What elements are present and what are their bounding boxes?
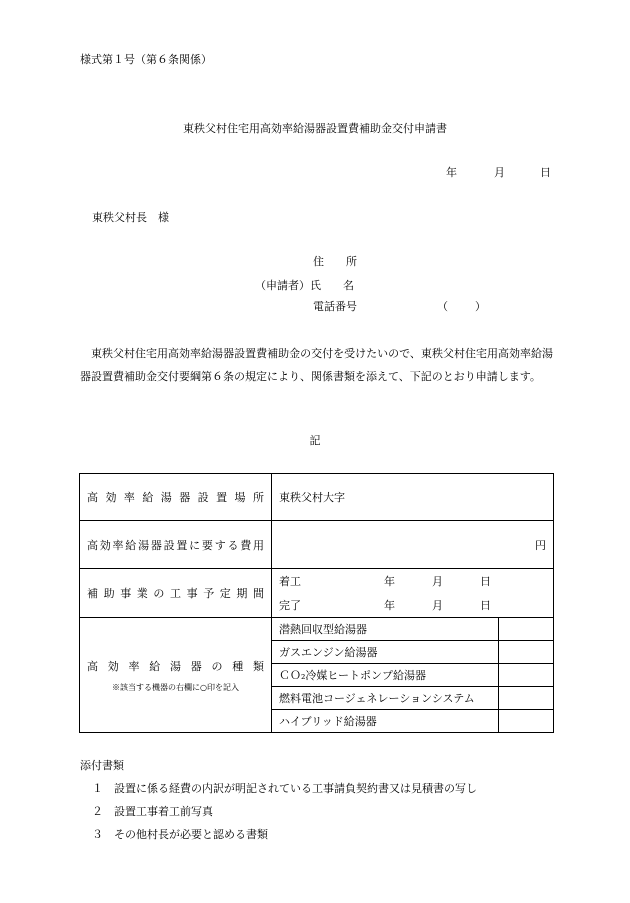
attachment-num: １ — [92, 782, 103, 795]
request-body: 東秩父村住宅用高効率給湯器設置費補助金の交付を受けたいので、東秩父村住宅用高効率給湯器設置費補助金交付要綱第６条の規定により、関係書類を添えて、下記のとおり申請します。 — [80, 347, 553, 383]
type-item: ＣＯ₂冷媒ヒートポンプ給湯器 — [272, 664, 499, 687]
date-year: 年 — [446, 166, 457, 179]
type-item: ハイブリッド給湯器 — [272, 710, 499, 733]
phone-paren-open: （ — [437, 300, 448, 313]
location-value[interactable]: 東秩父村大字 — [272, 474, 554, 521]
type-item: ガスエンジン給湯器 — [272, 641, 499, 664]
attachment-text: 設置工事着工前写真 — [114, 805, 213, 818]
type-check[interactable] — [499, 664, 554, 687]
end-label: 完了 — [279, 599, 301, 612]
type-check[interactable] — [499, 641, 554, 664]
location-label: 高効率給湯器設置場所 — [80, 474, 272, 521]
attachment-text: その他村長が必要と認める書類 — [114, 828, 268, 841]
attachment-item — [92, 803, 213, 819]
cost-label: 高効率給湯器設置に要する費用 — [80, 521, 272, 569]
end-year: 年 — [384, 599, 395, 612]
period-row — [80, 569, 554, 618]
period-label: 補助事業の工事予定期間 — [80, 569, 272, 618]
period-value[interactable] — [272, 569, 554, 618]
applicant-phone-label: 電話番号 — [313, 300, 357, 313]
cost-row — [80, 521, 554, 569]
type-check[interactable] — [499, 710, 554, 733]
attachment-num: ３ — [92, 828, 103, 841]
end-month: 月 — [432, 599, 443, 612]
addressee: 東秩父村長 様 — [92, 211, 169, 224]
attachment-num: ２ — [92, 805, 103, 818]
ki-mark: 記 — [309, 434, 321, 447]
type-check[interactable] — [499, 618, 554, 641]
date-day: 日 — [540, 166, 551, 179]
start-label: 着工 — [279, 575, 301, 588]
start-year: 年 — [384, 575, 395, 588]
applicant-prefix: （申請者） — [255, 279, 310, 292]
location-row — [80, 474, 554, 521]
form-number: 様式第１号（第６条関係） — [80, 53, 212, 66]
attachment-text: 設置に係る経費の内訳が明記されている工事請負契約書又は見積書の写し — [114, 782, 477, 795]
document-title: 東秩父村住宅用高効率給湯器設置費補助金交付申請書 — [183, 122, 447, 135]
attachment-item — [92, 780, 477, 796]
attachment-item — [92, 826, 268, 842]
type-item: 燃料電池コージェネレーションシステム — [272, 687, 499, 710]
start-month: 月 — [432, 575, 443, 588]
cost-unit: 円 — [535, 538, 546, 552]
attachments-heading: 添付書類 — [80, 759, 124, 772]
start-day: 日 — [480, 575, 491, 588]
applicant-name-row — [255, 277, 354, 293]
type-note: ※該当する機器の右欄に○印を記入 — [112, 682, 239, 692]
end-line — [279, 593, 546, 617]
phone-paren-close: ） — [475, 300, 486, 313]
type-check[interactable] — [499, 687, 554, 710]
date-month: 月 — [494, 166, 505, 179]
applicant-name-label: 氏 名 — [310, 279, 354, 292]
application-table — [79, 473, 554, 733]
start-line — [279, 569, 546, 593]
type-item: 潜熱回収型給湯器 — [272, 618, 499, 641]
applicant-address-label: 住 所 — [313, 255, 357, 268]
type-label: 高効率給湯器の種類 — [87, 659, 264, 673]
type-label-cell — [80, 618, 272, 733]
end-day: 日 — [480, 599, 491, 612]
cost-value[interactable] — [272, 521, 554, 569]
type-row — [80, 618, 554, 641]
